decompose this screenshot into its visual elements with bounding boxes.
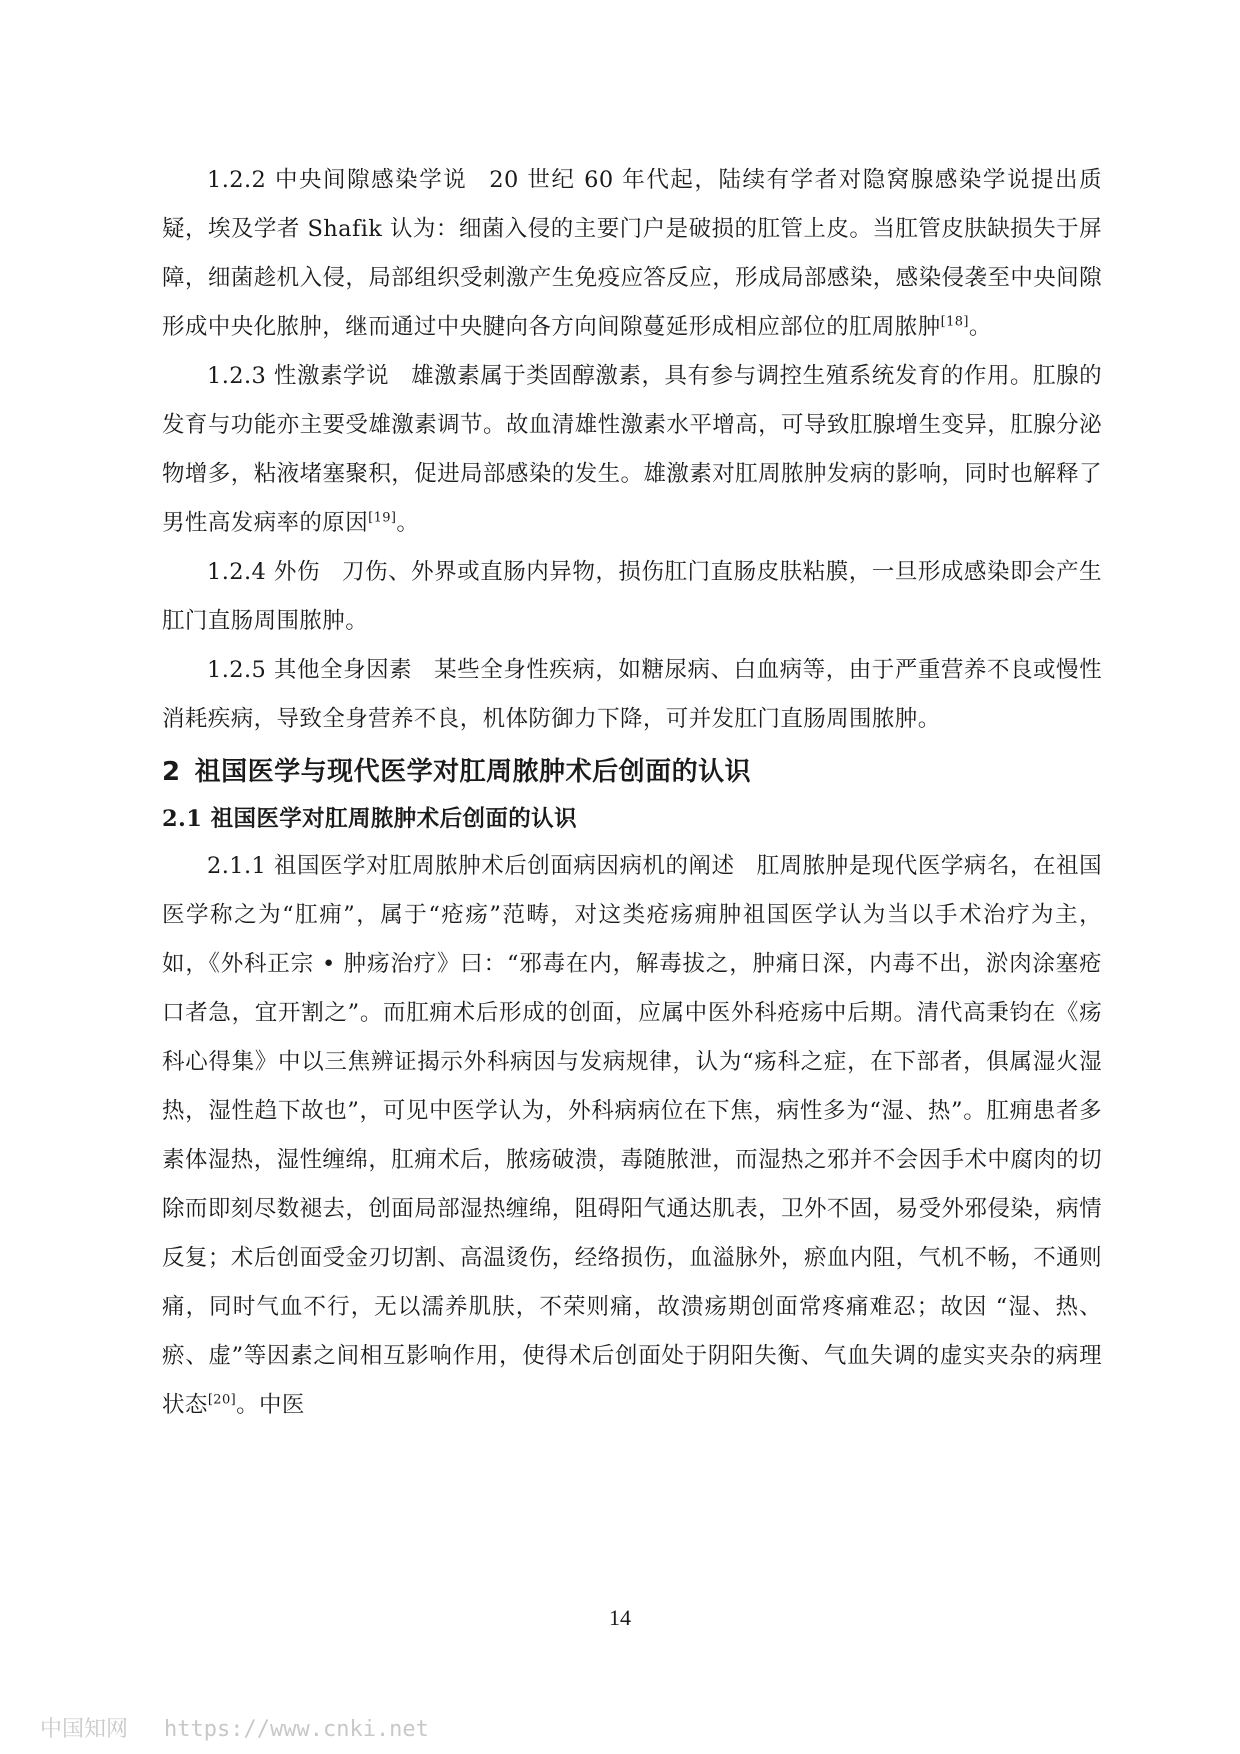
paragraph-text: 某些全身性疾病，如糖尿病、白血病等，由于严重营养不良或慢性消耗疾病，导致全身营养不良，机体防御力下降，可并发肛门直肠周围脓肿。 <box>162 657 1102 732</box>
page-number: 14 <box>609 1605 631 1630</box>
heading-text: 祖国医学与现代医学对肛周脓肿术后创面的认识 <box>194 757 752 787</box>
paragraph-1-2-5 <box>162 646 1102 744</box>
paragraph-text: 肛周脓肿是现代医学病名，在祖国医学称之为“肛痈”，属于“疮疡”范畴，对这类疮疡痈肿祖国医学认为当以手术治疗为主，如，《外科正宗 • 肿疡治疗》曰：“邪毒在内，解毒拔之，肿痛日深，内毒不出，淤肉涂塞疮口者急，宜开割之”。而肛痈术后形成的创面，应属中医外科疮疡中后期。清代高秉钧在《疡科心得集》中以三焦辨证揭示外科病因与发病规律，认为“疡科之症，在下部者，俱属湿火湿热，湿性趋下故也”，可见中医学认为，外科病病位在下焦，病性多为“湿、热”。肛痈患者多素体湿热，湿性缠绵，肛痈术后，脓疡破溃，毒随脓泄，而湿热之邪并不会因手术中腐肉的切除而即刻尽数褪去，创面局部湿热缠绵，阻碍阳气通达肌表，卫外不固，易受外邪侵染，病情反复；术后创面受金刃切割、高温烫伤，经络损伤，血溢脉外，瘀血内阻，气机不畅，不通则痛，同时气血不行，无以濡养肌肤，不荣则痛，故溃疡期创面常疼痛难忍；故因 “湿、热、瘀、虚”等因素之间相互影响作用，使得术后创面处于阴阳失衡、气血失调的虚实夹杂的病理状态 <box>162 853 1102 1418</box>
section-lead-1-2-5: 1.2.5 其他全身因素 <box>207 657 413 683</box>
paragraph-1-2-2: 1.2.2 中央间隙感染学说 20 世纪 60 年代起，陆续有学者对隐窝腺感染学说提出质疑，埃及学者 Shafik 认为：细菌入侵的主要门户是破损的肛管上皮。当肛管皮肤缺损失于屏障，细菌趁机入侵，局部组织受刺激产生免疫应答反应，形成局部感染，感染侵袭至中央间隙形成中央化脓肿，继而通过中央腱向各方向间隙蔓延形成相应部位的肛周脓肿[18]。 <box>162 167 1102 340</box>
subsection-heading-2-1: 2.1 祖国医学对肛周脓肿术后创面的认识 <box>162 806 577 832</box>
citation-ref[interactable]: [20] <box>207 1392 237 1408</box>
paragraph-text: 刀伤、外界或直肠内异物，损伤肛门直肠皮肤粘膜，一旦形成感染即会产生肛门直肠周围脓肿。 <box>162 559 1103 634</box>
citation-ref[interactable]: [18] <box>940 314 969 330</box>
heading-number: 2 <box>162 757 181 787</box>
paragraph-text: 20 世纪 60 年代起，陆续有学者对隐窝腺感染学说提出质疑，埃及学者 Shafik 认为：细菌入侵的主要门户是破损的肛管上皮。当肛管皮肤缺损失于屏障，细菌趁机入侵，局部组织受刺激产生免疫应答反应，形成局部感染，感染侵袭至中央间隙形成中央化脓肿，继而通过中央腱向各方向间隙蔓延形成相应部位的肛周脓肿 <box>162 167 1102 340</box>
watermark-brand: 中国知网 <box>40 1717 129 1742</box>
watermark <box>40 1712 429 1743</box>
paragraph-text: 雄激素属于类固醇激素，具有参与调控生殖系统发育的作用。肛腺的发育与功能亦主要受雄激素调节。故血清雄性激素水平增高，可导致肛腺增生变异，肛腺分泌物增多，粘液堵塞聚积，促进局部感染的发生。雄激素对肛周脓肿发病的影响，同时也解释了男性高发病率的原因 <box>162 363 1102 536</box>
section-lead-1-2-4: 1.2.4 外伤 <box>207 559 321 585</box>
paragraph-1-2-3: 1.2.3 性激素学说 雄激素属于类固醇激素，具有参与调控生殖系统发育的作用。肛腺的发育与功能亦主要受雄激素调节。故血清雄性激素水平增高，可导致肛腺增生变异，肛腺分泌物增多，粘液堵塞聚积，促进局部感染的发生。雄激素对肛周脓肿发病的影响，同时也解释了男性高发病率的原因[19]。 <box>162 363 1102 536</box>
paragraph-1-2-4 <box>162 548 1102 646</box>
paragraph-2-1-1: 2.1.1 祖国医学对肛周脓肿术后创面病因病机的阐述 肛周脓肿是现代医学病名，在祖国医学称之为“肛痈”，属于“疮疡”范畴，对这类疮疡痈肿祖国医学认为当以手术治疗为主，如，《外科正宗 • 肿疡治疗》曰：“邪毒在内，解毒拔之，肿痛日深，内毒不出，淤肉涂塞疮口者急，宜开割之”。而肛痈术后形成的创面，应属中医外科疮疡中后期。清代高秉钧在《疡科心得集》中以三焦辨证揭示外科病因与发病规律，认为“疡科之症，在下部者，俱属湿火湿热，湿性趋下故也”，可见中医学认为，外科病病位在下焦，病性多为“湿、热”。肛痈患者多素体湿热，湿性缠绵，肛痈术后，脓疡破溃，毒随脓泄，而湿热之邪并不会因手术中腐肉的切除而即刻尽数褪去，创面局部湿热缠绵，阻碍阳气通达肌表，卫外不固，易受外邪侵染，病情反复；术后创面受金刃切割、高温烫伤，经络损伤，血溢脉外，瘀血内阻，气机不畅，不通则痛，同时气血不行，无以濡养肌肤，不荣则痛，故溃疡期创面常疼痛难忍；故因 “湿、热、瘀、虚”等因素之间相互影响作用，使得术后创面处于阴阳失衡、气血失调的虚实夹杂的病理状态[20]。中医 <box>162 853 1102 1418</box>
citation-ref[interactable]: [19] <box>368 510 397 526</box>
section-lead-1-2-3: 1.2.3 性激素学说 <box>207 363 390 389</box>
section-heading-2 <box>162 748 1102 796</box>
section-lead-1-2-2: 1.2.2 中央间隙感染学说 <box>207 167 468 193</box>
section-lead-2-1-1: 2.1.1 祖国医学对肛周脓肿术后创面病因病机的阐述 <box>207 853 735 879</box>
watermark-url[interactable]: https://www.cnki.net <box>164 1717 429 1742</box>
page-body <box>162 156 1102 1430</box>
